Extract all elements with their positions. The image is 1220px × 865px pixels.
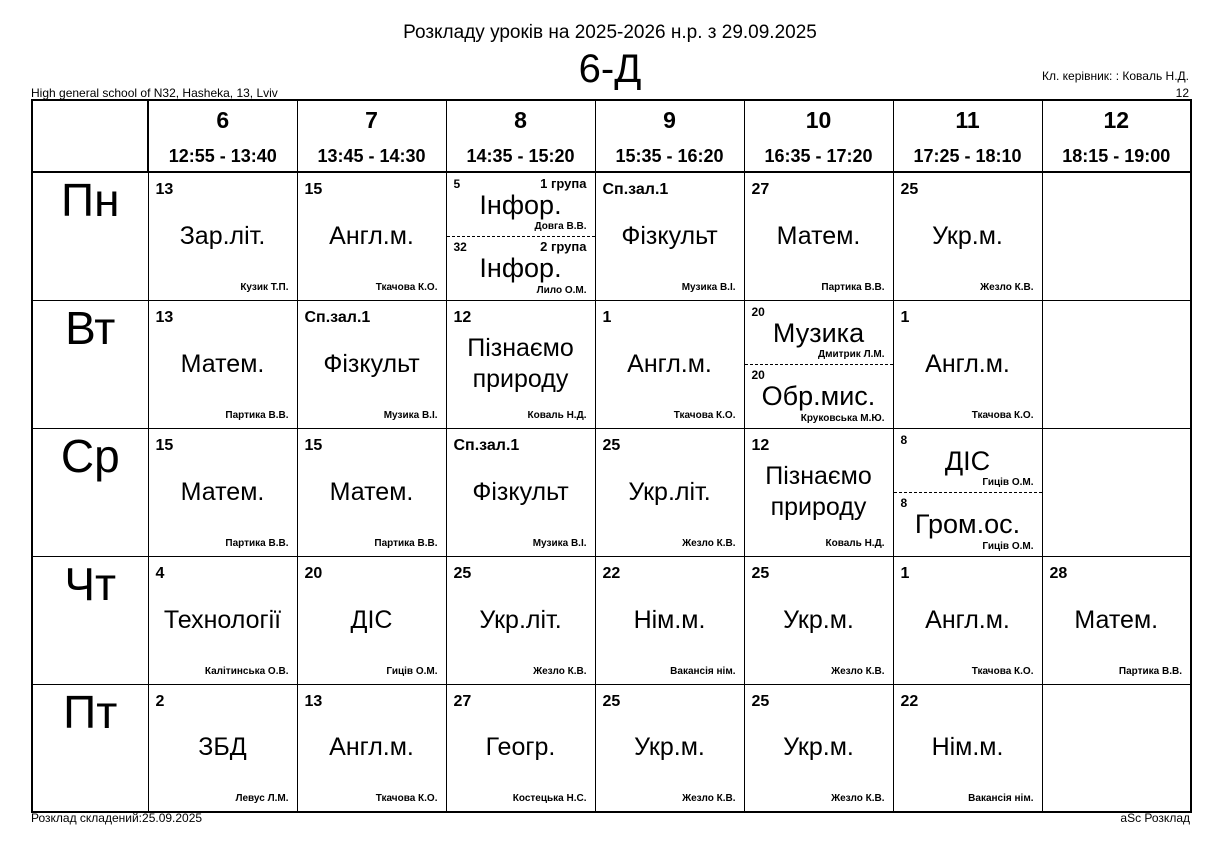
subject-name: Укр.м. — [932, 221, 1003, 250]
room-number: Сп.зал.1 — [453, 436, 520, 454]
day-label: Пт — [32, 684, 148, 812]
software-credit: aSc Розклад — [1120, 811, 1190, 825]
room-number: 28 — [1049, 564, 1068, 582]
room-number: 13 — [304, 692, 323, 710]
subject-name: Англ.м. — [627, 349, 712, 378]
teacher-name: Жезло К.В. — [831, 665, 885, 677]
day-label: Ср — [32, 428, 148, 556]
period-number: 12 — [1103, 107, 1130, 133]
lesson-cell — [893, 684, 1042, 812]
lesson-cell — [297, 556, 446, 684]
group-label: 1 група — [540, 176, 587, 191]
lesson-half — [894, 429, 1042, 494]
period-time: 12:55 - 13:40 — [168, 146, 277, 166]
period-header-row — [32, 100, 1191, 172]
room-number: 8 — [900, 432, 908, 447]
room-number: 27 — [453, 692, 472, 710]
room-number: 1 — [900, 564, 910, 582]
subject-name: Фізкульт — [472, 477, 569, 506]
lesson-cell — [446, 300, 595, 428]
day-label: Пн — [32, 172, 148, 300]
period-number: 6 — [216, 107, 230, 133]
teacher-name: Жезло К.В. — [682, 537, 736, 549]
period-header — [893, 100, 1042, 172]
lesson-cell — [297, 172, 446, 300]
lesson-cell — [1042, 556, 1191, 684]
teacher-name: Вакансія нім. — [670, 665, 736, 677]
subject-name: Укр.літ. — [628, 477, 711, 506]
lesson-cell — [744, 300, 893, 428]
subject-name: Пізнаємо природу — [765, 462, 872, 521]
period-number: 11 — [955, 107, 980, 133]
period-number: 10 — [805, 107, 832, 133]
room-number: 15 — [155, 436, 174, 454]
room-number: 8 — [900, 496, 908, 510]
room-number: 13 — [155, 308, 174, 326]
school-name: High general school of N32, Hasheka, 13, Lviv — [31, 86, 278, 100]
subject-name: Фізкульт — [621, 221, 718, 250]
lesson-cell — [595, 428, 744, 556]
period-number: 7 — [365, 107, 378, 133]
room-number: 25 — [751, 692, 770, 710]
created-date: Розклад складений:25.09.2025 — [31, 811, 203, 825]
subject-name: Нім.м. — [633, 605, 706, 634]
day-row — [32, 428, 1191, 556]
subject-name: Фізкульт — [323, 349, 420, 378]
room-number: 20 — [751, 304, 765, 319]
subject-name: Матем. — [1074, 605, 1159, 634]
teacher-name: Ткачова К.О. — [971, 409, 1034, 421]
lesson-cell — [446, 556, 595, 684]
lesson-cell — [744, 172, 893, 300]
teacher-name: Музика В.І. — [681, 281, 736, 293]
subject-name: Обр.мис. — [761, 381, 876, 412]
room-number: 15 — [304, 181, 323, 198]
teacher-name: Жезло К.В. — [682, 793, 736, 804]
corner-cell — [32, 100, 148, 172]
teacher-name: Кузик Т.П. — [240, 281, 289, 293]
period-time: 17:25 - 18:10 — [913, 146, 1022, 166]
period-header — [1042, 100, 1191, 172]
teacher-name: Дмитрик Л.М. — [817, 349, 885, 360]
room-number: 1 — [602, 308, 612, 326]
group-label: 2 група — [540, 239, 587, 255]
teacher-name: Партика В.В. — [821, 281, 885, 293]
subject-name: Англ.м. — [329, 733, 414, 762]
teacher-name: Жезло К.В. — [831, 793, 885, 804]
subject-name: Англ.м. — [925, 349, 1010, 378]
teacher-name: Левус Л.М. — [235, 793, 289, 804]
room-number: 22 — [602, 564, 621, 582]
teacher-name: Ткачова К.О. — [673, 409, 736, 421]
teacher-name: Ткачова К.О. — [971, 665, 1034, 677]
room-number: 4 — [155, 564, 165, 582]
subject-name: Укр.літ. — [479, 605, 562, 634]
period-time: 16:35 - 17:20 — [764, 146, 873, 166]
subject-name: Пізнаємо природу — [467, 334, 574, 393]
teacher-name: Партика В.В. — [225, 409, 289, 421]
room-number: 2 — [155, 692, 165, 710]
lesson-cell — [148, 428, 297, 556]
teacher-name: Жезло К.В. — [980, 281, 1034, 293]
room-number: 27 — [751, 181, 770, 198]
day-row — [32, 300, 1191, 428]
lesson-cell — [893, 556, 1042, 684]
period-header — [297, 100, 446, 172]
room-number: 12 — [751, 436, 770, 454]
lesson-cell — [893, 172, 1042, 300]
teacher-name: Гиців О.М. — [386, 665, 438, 677]
teacher-name: Круковська М.Ю. — [800, 412, 885, 424]
lesson-half — [745, 364, 893, 428]
teacher-name: Музика В.І. — [383, 409, 438, 421]
empty-cell — [1042, 684, 1191, 812]
teacher-name: Жезло К.В. — [533, 665, 587, 677]
subject-name: ДІС — [350, 605, 393, 634]
page-number: 12 — [1175, 86, 1189, 100]
period-header — [148, 100, 297, 172]
period-header — [595, 100, 744, 172]
subject-name: Матем. — [329, 477, 414, 506]
room-number: 1 — [900, 308, 910, 326]
room-number: 12 — [453, 308, 472, 326]
subject-name: Музика — [772, 317, 865, 348]
room-number: 20 — [751, 368, 765, 382]
period-time: 18:15 - 19:00 — [1062, 146, 1171, 166]
room-number: 25 — [602, 692, 621, 710]
room-number: Сп.зал.1 — [304, 308, 371, 326]
lesson-cell — [297, 428, 446, 556]
teacher-name: Довга В.В. — [534, 221, 587, 233]
subject-name: Зар.літ. — [179, 221, 266, 250]
subject-name: ДІС — [944, 445, 991, 476]
period-header — [446, 100, 595, 172]
day-row — [32, 172, 1191, 300]
lesson-cell — [595, 556, 744, 684]
day-label: Чт — [32, 556, 148, 684]
lesson-cell — [148, 300, 297, 428]
class-name: 6-Д — [578, 47, 642, 91]
empty-cell — [1042, 172, 1191, 300]
subject-name: Матем. — [180, 349, 265, 378]
subject-name: Англ.м. — [925, 605, 1010, 634]
room-number: 5 — [453, 177, 461, 191]
timetable-grid — [31, 99, 1192, 813]
room-number: 32 — [453, 240, 467, 255]
period-header — [744, 100, 893, 172]
teacher-name: Вакансія нім. — [968, 793, 1034, 804]
teacher-name: Музика В.І. — [532, 537, 587, 549]
subject-name: Укр.м. — [783, 605, 854, 634]
period-number: 9 — [663, 107, 676, 133]
lesson-cell — [446, 172, 595, 300]
period-time: 13:45 - 14:30 — [317, 146, 426, 166]
teacher-name: Костецька Н.С. — [512, 793, 587, 804]
schedule-title: Розкладу уроків на 2025-2026 н.р. з 29.09.2025 — [403, 22, 817, 43]
lesson-cell — [446, 684, 595, 812]
lesson-cell — [744, 428, 893, 556]
lesson-cell — [297, 684, 446, 812]
room-number: 25 — [751, 564, 770, 582]
lesson-half — [894, 492, 1042, 556]
lesson-half — [447, 173, 595, 237]
subject-name: Технології — [163, 605, 282, 634]
lesson-cell — [446, 428, 595, 556]
lesson-cell — [297, 300, 446, 428]
room-number: 15 — [304, 436, 323, 454]
lesson-cell — [744, 684, 893, 812]
day-row — [32, 684, 1191, 812]
subject-name: Укр.м. — [783, 733, 854, 762]
teacher-name: Партика В.В. — [374, 537, 438, 549]
subject-name: Матем. — [180, 477, 265, 506]
teacher-name: Коваль Н.Д. — [527, 409, 587, 421]
subject-name: Геогр. — [485, 733, 556, 762]
lesson-cell — [595, 172, 744, 300]
lesson-cell — [893, 428, 1042, 556]
teacher-name: Коваль Н.Д. — [825, 537, 885, 549]
lesson-cell — [744, 556, 893, 684]
day-row — [32, 556, 1191, 684]
day-label: Вт — [32, 300, 148, 428]
period-number: 8 — [514, 107, 527, 133]
teacher-name: Гиців О.М. — [982, 477, 1034, 488]
lesson-cell — [148, 172, 297, 300]
lesson-half — [745, 301, 893, 366]
room-number: 13 — [155, 181, 174, 198]
class-teacher: Кл. керівник: : Коваль Н.Д. — [1042, 69, 1189, 83]
teacher-name: Ткачова К.О. — [375, 281, 438, 293]
room-number: 20 — [304, 564, 323, 582]
lesson-half — [447, 236, 595, 299]
subject-name: Англ.м. — [329, 221, 414, 250]
room-number: 25 — [900, 181, 919, 198]
empty-cell — [1042, 428, 1191, 556]
room-number: 25 — [453, 564, 472, 582]
empty-cell — [1042, 300, 1191, 428]
subject-name: Гром.ос. — [914, 509, 1021, 540]
lesson-cell — [148, 556, 297, 684]
teacher-name: Калітинська О.В. — [204, 665, 289, 677]
subject-name: Інфор. — [479, 253, 562, 284]
teacher-name: Лило О.М. — [536, 284, 587, 296]
teacher-name: Ткачова К.О. — [375, 793, 438, 804]
subject-name: ЗБД — [198, 733, 247, 762]
room-number: Сп.зал.1 — [602, 181, 669, 198]
teacher-name: Партика В.В. — [1118, 665, 1182, 677]
room-number: 22 — [900, 692, 919, 710]
subject-name: Інфор. — [479, 190, 562, 221]
subject-name: Матем. — [776, 221, 861, 250]
lesson-cell — [595, 300, 744, 428]
period-time: 14:35 - 15:20 — [466, 146, 575, 166]
subject-name: Нім.м. — [931, 733, 1004, 762]
teacher-name: Гиців О.М. — [982, 540, 1034, 552]
lesson-cell — [893, 300, 1042, 428]
period-time: 15:35 - 16:20 — [615, 146, 724, 166]
lesson-cell — [595, 684, 744, 812]
room-number: 25 — [602, 436, 621, 454]
subject-name: Укр.м. — [634, 733, 705, 762]
teacher-name: Партика В.В. — [225, 537, 289, 549]
lesson-cell — [148, 684, 297, 812]
